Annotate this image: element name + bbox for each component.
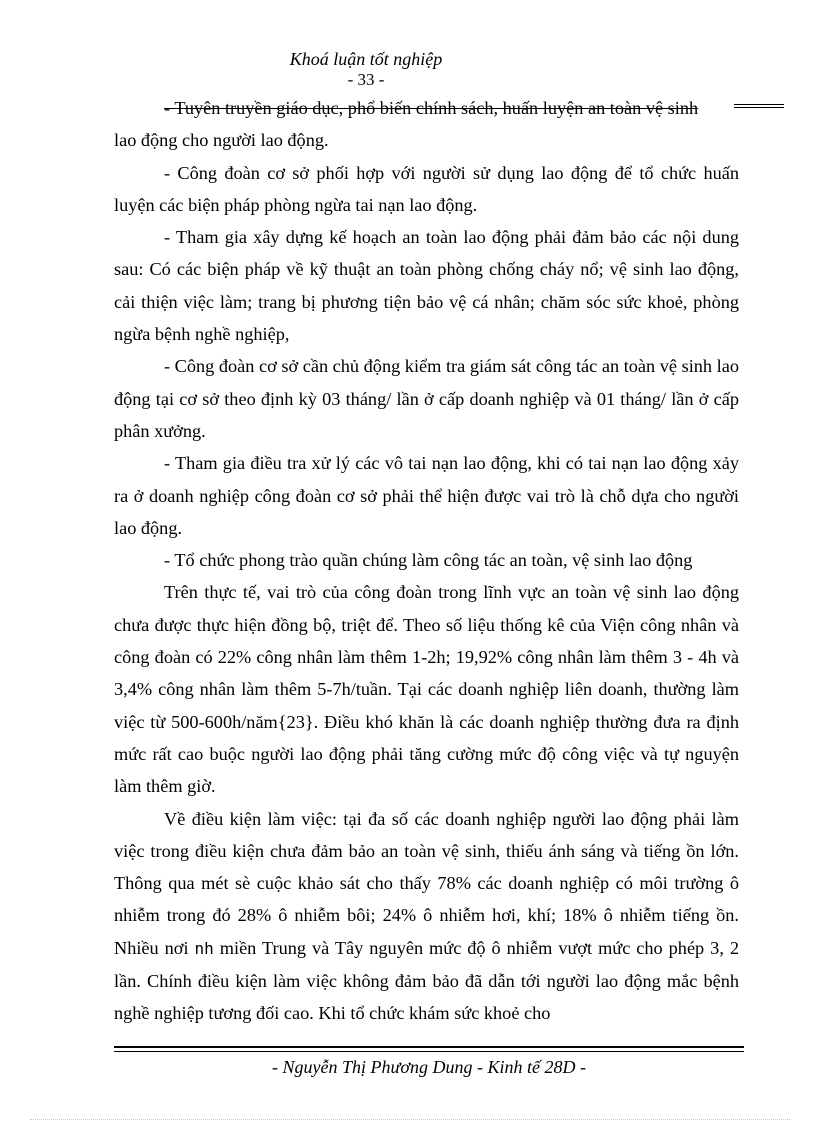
paragraph: - Công đoàn cơ sở cần chủ động kiểm tra giám sát công tác an toàn vệ sinh lao động tại cơ sở theo định kỳ 03 tháng/ lần ở cấp doanh nghiệp và 01 tháng/ lần ở cấp phân xưởng. bbox=[114, 356, 739, 441]
body-text bbox=[114, 92, 739, 1030]
paragraph bbox=[114, 803, 739, 1030]
paragraph-text: Về điều kiện làm việc: tại đa số các doanh nghiệp người lao động phải làm việc trong điều kiện chưa đảm bảo an toàn vệ sinh, thiếu ánh sáng và tiếng ồn lớn. Thông qua mét sè cuộc khảo sát cho thấy 78% các doanh nghiệp có môi trường ô nhiễm trong đó 28% ô nhiễm bôi; 24% ô nhiễm hơi, khí; 18% ô nhiễm tiếng ồn. Nhiều nơi bbox=[114, 808, 739, 958]
mono-fragment: nh bbox=[194, 938, 214, 958]
footer-rule bbox=[114, 1046, 744, 1052]
page-bottom-border bbox=[30, 1119, 790, 1120]
page-header-title: Khoá luận tốt nghiệp bbox=[289, 49, 443, 69]
paragraph: Trên thực tế, vai trò của công đoàn trong lĩnh vực an toàn vệ sinh lao động chưa được thực hiện đồng bộ, triệt để. Theo số liệu thống kê của Viện công nhân và công đoàn có 22% công nhân làm thêm 1-2h; 19,92% công nhân làm thêm 3 - 4h và 3,4% công nhân làm thêm 5-7h/tuần. Tại các doanh nghiệp liên doanh, thường làm việc từ 500-600h/năm{23}. Điều khó khăn là các doanh nghiệp thường đưa ra định mức rất cao buộc người lao động phải tăng cường mức độ công việc và tự nguyện làm thêm giờ. bbox=[114, 582, 739, 797]
paragraph: - Tổ chức phong trào quần chúng làm công tác an toàn, vệ sinh lao động bbox=[164, 550, 693, 571]
page-number: - 33 - bbox=[347, 70, 385, 89]
paragraph: - Tuyên truyền giáo dục, phổ biến chính sách, huấn luyện an toàn vệ sinh bbox=[164, 98, 699, 118]
paragraph-text: miền Trung và Tây nguyên mức độ ô nhiễm vượt mức cho phép 3, 2 lần. Chính điều kiện làm việc không đảm bảo đã dẫn tới người lao động mắc bệnh nghề nghiệp tương đối cao. Khi tổ chức khám sức khoẻ cho bbox=[114, 937, 740, 1024]
paragraph: - Tham gia xây dựng kế hoạch an toàn lao động phải đảm bảo các nội dung sau: Có các biện pháp về kỹ thuật an toàn phòng chống cháy nổ; vệ sinh lao động, cải thiện việc làm; trang bị phương tiện bảo vệ cá nhân; chăm sóc sức khoẻ, phòng ngừa bệnh nghề nghiệp, bbox=[114, 227, 739, 345]
page-footer: - Nguyễn Thị Phương Dung - Kinh tế 28D - bbox=[272, 1057, 586, 1077]
header-rule bbox=[734, 104, 784, 108]
paragraph: - Tham gia điều tra xử lý các vô tai nạn lao động, khi có tai nạn lao động xảy ra ở doanh nghiệp công đoàn cơ sở phải thể hiện được vai trò là chỗ dựa cho người lao động. bbox=[114, 453, 739, 538]
paragraph: lao động cho người lao động. bbox=[114, 130, 329, 151]
paragraph: - Công đoàn cơ sở phối hợp với người sử dụng lao động để tổ chức huấn luyện các biện pháp phòng ngừa tai nạn lao động. bbox=[114, 162, 739, 215]
